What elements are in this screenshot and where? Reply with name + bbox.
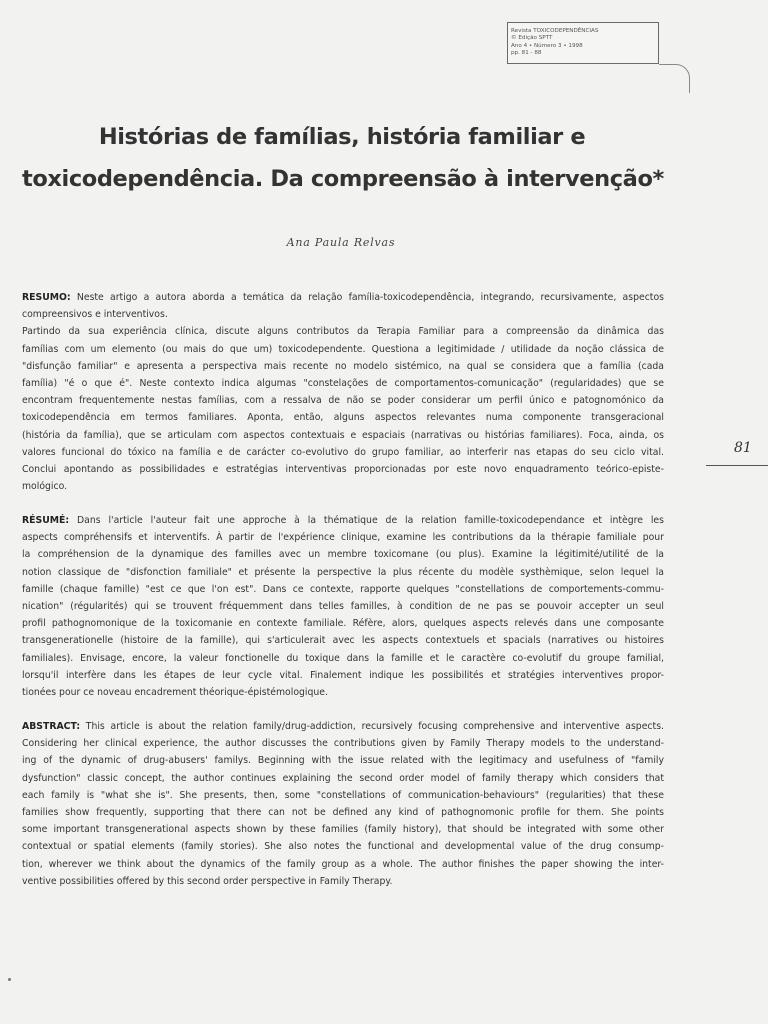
section-line: mológico.: [22, 481, 68, 493]
section-line: transgenerationelle (histoire de la famille), qui s'articulerait avec les aspects contextuels et spacials (narratives ou histoires: [22, 635, 664, 647]
journal-box-connector: [659, 64, 690, 93]
section-first-line: [22, 718, 664, 735]
section-line: lorsqu'il interfère dans les étapes de leur cycle vital. Finalement indique les possibilités et stratégies interventives propor-: [22, 669, 664, 681]
article-author: Ana Paula Relvas: [286, 236, 396, 249]
section-line: ing of the dynamic of drug-abusers' familys. Beginning with the issue related with the legitimacy and usefulness of "family: [22, 755, 664, 767]
section-line: each family is "what she is". She presents, then, some "constellations of communication-behaviours" (regularities) that these: [22, 789, 664, 801]
scan-speck: [8, 978, 11, 981]
page-number-rule: [706, 465, 768, 466]
section-line: famille (chaque famille) "est ce que l'on est". Dans ce contexte, rapporte quelques "constellations de comportements-commu-: [22, 583, 664, 595]
section-line: (história da família), que se articulam com aspectos contextuais e espaciais (narrativas ou histórias familiares). Foca, ainda, os: [22, 429, 664, 441]
journal-info-line: © Edição SPTT: [511, 35, 553, 42]
section-line: ventive possibilities offered by this second order perspective in Family Therapy.: [22, 875, 393, 887]
section-line: Considering her clinical experience, the author discusses the contributions given by Family Therapy models to the understand-: [22, 738, 664, 750]
section-line: contextual or spatial elements (family stories). She also notes the functional and developmental value of the drug consump-: [22, 841, 664, 853]
section-line: aspects compréhensifs et interventifs. À partir de l'expérience clinique, examine les contributions da la thérapie familiale pour: [22, 532, 664, 544]
section-line: famílias com um elemento (ou mais do que um) toxicodependente. Questiona a legitimidade / utilidade da noção clássica de: [22, 343, 664, 355]
section-label: ABSTRACT:: [22, 721, 81, 732]
journal-info-box: [507, 22, 659, 64]
section-line: compreensivos e interventivos.: [22, 309, 168, 321]
section-first-line: [22, 289, 664, 306]
journal-info-line: pp. 81 - 88: [511, 50, 542, 57]
section-line: profil pathognomonique de la toxicomanie en contexte familiale. Réfère, alors, quelques aspects relevés dans une composante: [22, 618, 664, 630]
section-label: RESUMO:: [22, 292, 71, 303]
article-title: [22, 116, 662, 200]
journal-info-line: Revista TOXICODEPENDÊNCIAS: [511, 28, 599, 34]
section-line: tionées pour ce noveau encadrement théorique-épistémologique.: [22, 687, 328, 699]
abstract-section: [22, 718, 664, 890]
section-line: "disfunção familiar" e apresenta a perspectiva mais recente no modelo sistémico, na qual se considera que a família (cada: [22, 360, 664, 372]
section-line: notion classique de "disfonction familiale" et présente la perspective la plus récente du modèle systhèmique, selon lequel la: [22, 566, 664, 578]
section-line: toxicodependência em termos familiares. Aponta, então, alguns aspectos relevantes numa componente transgeracional: [22, 412, 664, 424]
section-label: RÉSUMÉ:: [22, 515, 70, 526]
section-line: some important transgenerational aspects shown by these families (family history), that should be integrated with some other: [22, 824, 664, 836]
section-text: Neste artigo a autora aborda a temática da relação família-toxicodependência, integrando, recursivamente, aspectos: [76, 292, 664, 303]
article-title-line: toxicodependência. Da compreensão à intervenção*: [22, 166, 664, 192]
section-line: Conclui apontando as possibilidades e estratégias interventivas proporcionadas por este novo enquadramento teórico-episte-: [22, 464, 664, 476]
section-line: familiales). Envisage, encore, la valeur fonctionelle du toxique dans la famille et le caractère co-evolutif du groupe familial,: [22, 652, 664, 664]
section-line: nication" (régularités) qui se trouvent fréquemment dans telles familles, à condition de ne pas se pouvoir accepter un seul: [22, 601, 664, 613]
section-line: families show frequently, supporting that there can not be defined any kind of pathognomonic profile for them. She points: [22, 807, 664, 819]
section-line: encontram frequentemente nestas famílias, com a ressalva de não se poder considerar um perfil único e patognomónico da: [22, 395, 664, 407]
article-title-line: Histórias de famílias, história familiar e: [98, 124, 586, 150]
section-first-line: [22, 512, 664, 529]
section-line: família) "é o que é". Neste contexto indica algumas "constelações de comportamentos-comunicação" (regularidades) que se: [22, 378, 664, 390]
journal-info-line: Ano 4 • Número 3 • 1998: [511, 42, 583, 49]
page-number: 81: [734, 440, 752, 456]
section-line: tion, wherever we think about the dynamics of the family group as a whole. The author finishes the paper showing the inter-: [22, 858, 664, 870]
section-line: la compréhension de la dynamique des familles avec un membre toxicomane (ou plus). Examine la légitimité/utilité de la: [22, 549, 664, 561]
resumo-section: [22, 289, 664, 495]
section-text: Dans l'article l'auteur fait une approche à la thématique de la relation famille-toxicodependance et intègre les: [76, 515, 664, 526]
section-line: dysfunction" classic concept, the author continues explaining the second order model of family therapy which considers that: [22, 772, 664, 784]
section-line: valores funcional do tóxico na família e de carácter co-evolutivo do grupo familiar, ao interferir nas etapas do seu ciclo vital.: [22, 446, 664, 458]
section-line: Partindo da sua experiência clínica, discute alguns contributos da Terapia Familiar para a compreensão da dinâmica das: [22, 326, 664, 338]
resume-section: [22, 512, 664, 701]
section-text: This article is about the relation family/drug-addiction, recursively focusing comprehensive and interventive aspects.: [85, 721, 664, 732]
